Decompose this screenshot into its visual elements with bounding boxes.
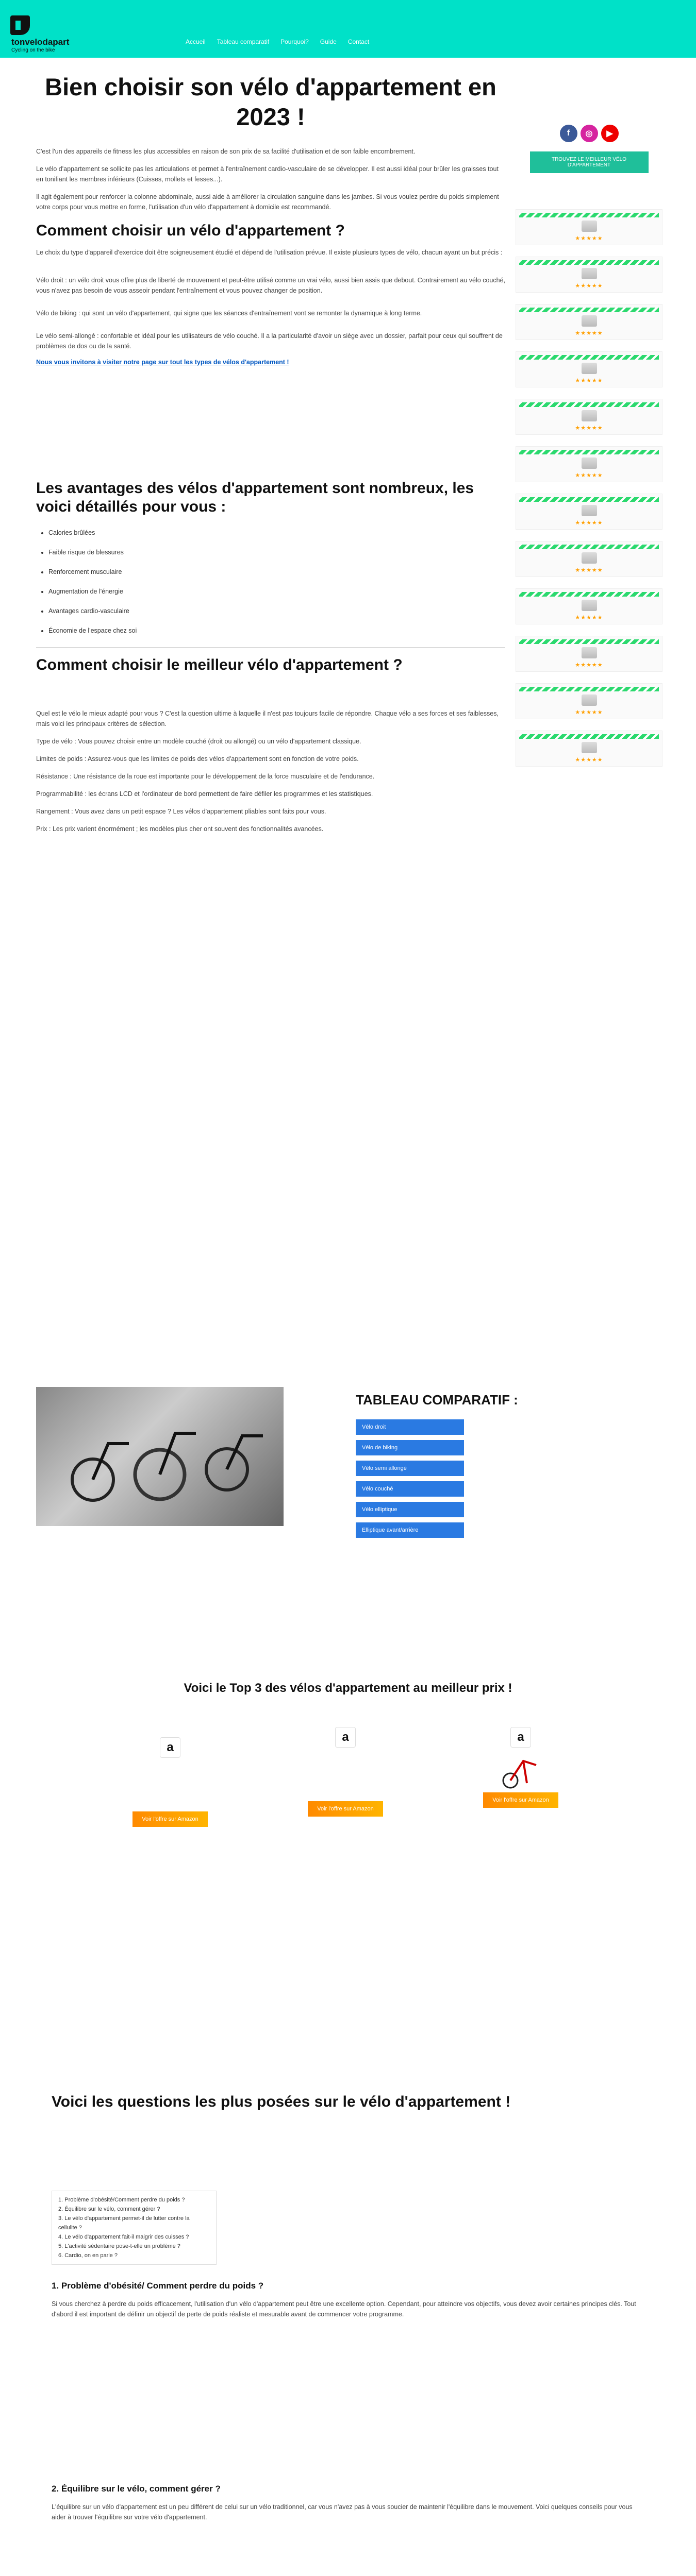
facebook-icon[interactable]: f bbox=[560, 125, 577, 142]
type-paragraph: Vélo droit : un vélo droit vous offre plus de liberté de mouvement et peut-être utilisé comme un vrai vélo, aussi bien assis que debout. Contrairement au vélo couché, vous n'avez pas besoin de vous asseoir pendant l'entraînement et vous pouvez changer de position. bbox=[36, 277, 505, 294]
top3-title: Voici le Top 3 des vélos d'appartement au meilleur prix ! bbox=[184, 1681, 512, 1695]
nav-item-tableau[interactable]: Tableau comparatif bbox=[217, 38, 270, 45]
product-card bbox=[289, 1727, 402, 1817]
toc-item[interactable]: 3. Le vélo d'appartement permet-il de lutter contre la cellulite ? bbox=[58, 2215, 190, 2231]
main-column bbox=[36, 72, 505, 841]
divider bbox=[36, 647, 505, 648]
more-types-link[interactable]: Nous vous invitons à visiter notre page sur tout les types de vélos d'appartement ! bbox=[36, 359, 289, 366]
choose-paragraph: Quel est le vélo le mieux adapté pour vous ? C'est la question ultime à laquelle il n'est pas toujours facile de répondre. Chaque vélo a ses forces et ses faiblesses, mais voici les principaux critères de sélection. bbox=[36, 710, 499, 727]
choose-paragraph: Programmabilité : les écrans LCD et l'ordinateur de bord permettent de faire défiler les programmes et les statistiques. bbox=[36, 790, 373, 798]
tableau-comparatif bbox=[356, 1392, 518, 1543]
product-card bbox=[464, 1727, 577, 1808]
foldable-bike-icon bbox=[495, 1755, 546, 1791]
section-paragraph: Le choix du type d'appareil d'exercice doit être soigneusement étudié et dépend de l'utilisation prévue. Il existe plusieurs types de vélo, chacun ayant un but précis : bbox=[36, 249, 503, 256]
choose-paragraph: Limites de poids : Assurez-vous que les limites de poids des vélos d'appartement sont en fonction de votre poids. bbox=[36, 755, 359, 762]
tableau-button-elliptique-avant-arriere[interactable]: Elliptique avant/arrière bbox=[356, 1522, 464, 1538]
bike-illustration-icon bbox=[36, 1387, 284, 1526]
toc-item[interactable]: 1. Problème d'obésité/Comment perdre du poids ? bbox=[58, 2197, 185, 2203]
amazon-logo-icon[interactable]: a bbox=[160, 1737, 180, 1758]
ad-card[interactable]: ★★★★★ bbox=[516, 588, 662, 624]
social-links bbox=[516, 125, 662, 142]
list-item: • Augmentation de l'énergie bbox=[48, 585, 505, 598]
faq-question: 1. Problème d'obésité/ Comment perdre du poids ? bbox=[52, 2281, 264, 2291]
ad-card[interactable]: ★★★★★ bbox=[516, 541, 662, 577]
table-of-contents bbox=[52, 2191, 217, 2265]
nav-item-accueil[interactable]: Accueil bbox=[186, 38, 206, 45]
amazon-offer-button[interactable]: Voir l'offre sur Amazon bbox=[132, 1811, 208, 1827]
toc-item[interactable]: 2. Équilibre sur le vélo, comment gérer ? bbox=[58, 2206, 160, 2212]
instagram-icon[interactable]: ◎ bbox=[581, 125, 598, 142]
toc-item[interactable]: 6. Cardio, on en parle ? bbox=[58, 2252, 118, 2259]
logo-icon[interactable] bbox=[10, 15, 30, 35]
ad-card[interactable]: ★★★★★ bbox=[516, 399, 662, 435]
amazon-logo-icon[interactable]: a bbox=[335, 1727, 356, 1748]
gym-bikes-image bbox=[36, 1387, 284, 1526]
ad-card[interactable]: ★★★★★ bbox=[516, 683, 662, 719]
choose-paragraph: Prix : Les prix varient énormément ; les modèles plus cher ont souvent des fonctionnalités avancées. bbox=[36, 825, 324, 833]
amazon-offer-button[interactable]: Voir l'offre sur Amazon bbox=[308, 1801, 383, 1817]
tableau-button-velo-biking[interactable]: Vélo de biking bbox=[356, 1440, 464, 1455]
nav-item-contact[interactable]: Contact bbox=[347, 38, 370, 45]
faq-question: 2. Équilibre sur le vélo, comment gérer ? bbox=[52, 2484, 221, 2494]
faq-answer: L'équilibre sur un vélo d'appartement est un peu différent de celui sur un vélo traditionnel, car vous n'avez pas à vous soucier de maintenir l'équilibre dans le mouvement. Voici quelques conseils pour vous aider à trouver l'équilibre sur votre vélo d'appartement. bbox=[52, 2503, 633, 2521]
ad-card[interactable]: ★★★★★ bbox=[516, 446, 662, 482]
faq-section bbox=[52, 2093, 516, 2111]
sidebar-ads bbox=[516, 209, 662, 767]
choose-paragraph: Rangement : Vous avez dans un petit espace ? Les vélos d'appartement pliables sont faits pour vous. bbox=[36, 808, 326, 815]
product-card bbox=[113, 1737, 227, 1827]
choose-heading: Comment choisir le meilleur vélo d'appartement ? bbox=[36, 656, 403, 673]
faq-title: Voici les questions les plus posées sur le vélo d'appartement ! bbox=[52, 2093, 511, 2110]
nav-item-pourquoi[interactable]: Pourquoi? bbox=[280, 38, 309, 45]
ad-card[interactable]: ★★★★★ bbox=[516, 257, 662, 293]
list-item: • Économie de l'espace chez soi bbox=[48, 624, 505, 637]
tableau-button-semi-allonge[interactable]: Vélo semi allongé bbox=[356, 1461, 464, 1476]
advantages-list bbox=[36, 527, 505, 637]
amazon-offer-button[interactable]: Voir l'offre sur Amazon bbox=[483, 1792, 558, 1808]
type-paragraph: Vélo de biking : qui sont un vélo d'appartement, qui signe que les séances d'entraînement vont se remonter la dynamique à long terme. bbox=[36, 310, 422, 317]
ad-card[interactable]: ★★★★★ bbox=[516, 351, 662, 387]
faq-answer: Si vous cherchez à perdre du poids efficacement, l'utilisation d'un vélo d'appartement peut être une excellente option. Cependant, pour atteindre vos objectifs, vous devez avoir certaines principes clés. Tout d'abord il est important de définir un objectif de perte de poids réaliste et mesurable avant de commencer votre programme. bbox=[52, 2300, 636, 2318]
page-title: Bien choisir son vélo d'appartement en 2023 ! bbox=[45, 73, 496, 130]
sidebar-cta-button[interactable]: TROUVEZ LE MEILLEUR VÉLO D'APPARTEMENT bbox=[530, 151, 649, 173]
tableau-button-couche[interactable]: Vélo couché bbox=[356, 1481, 464, 1497]
intro-paragraph: Le vélo d'appartement se sollicite pas les articulations et permet à l'entraînement cardio-vasculaire de se développer. Il est aussi idéal pour brûler les graisses tout en tonifiant les membres inférieurs (Cuisses, mollets et fesses...). bbox=[36, 165, 499, 183]
list-item: • Avantages cardio-vasculaire bbox=[48, 605, 505, 617]
list-item: • Calories brûlées bbox=[48, 527, 505, 539]
choose-paragraph: Type de vélo : Vous pouvez choisir entre un modèle couché (droit ou allongé) ou un vélo d'appartement classique. bbox=[36, 738, 361, 745]
site-header bbox=[0, 0, 696, 58]
nav-item-guide[interactable]: Guide bbox=[320, 38, 337, 45]
sidebar bbox=[516, 120, 662, 778]
tableau-button-velo-droit[interactable]: Vélo droit bbox=[356, 1419, 464, 1435]
toc-item[interactable]: 5. L'activité sédentaire pose-t-elle un problème ? bbox=[58, 2243, 180, 2249]
top3-section bbox=[36, 1681, 660, 1696]
ad-card[interactable]: ★★★★★ bbox=[516, 304, 662, 340]
tableau-title: TABLEAU COMPARATIF : bbox=[356, 1392, 518, 1408]
youtube-icon[interactable]: ▶ bbox=[601, 125, 619, 142]
list-item: • Faible risque de blessures bbox=[48, 546, 505, 558]
ad-card[interactable]: ★★★★★ bbox=[516, 731, 662, 767]
tableau-button-elliptique[interactable]: Vélo elliptique bbox=[356, 1502, 464, 1517]
ad-card[interactable]: ★★★★★ bbox=[516, 636, 662, 672]
amazon-logo-icon[interactable]: a bbox=[510, 1727, 531, 1748]
logo-subtitle: Cycling on the bike bbox=[11, 47, 55, 53]
toc-item[interactable]: 4. Le vélo d'appartement fait-il maigrir des cuisses ? bbox=[58, 2234, 189, 2240]
choose-paragraph: Résistance : Une résistance de la roue est importante pour le développement de la force musculaire et de l'endurance. bbox=[36, 773, 375, 780]
main-nav bbox=[186, 38, 369, 45]
ad-card[interactable]: ★★★★★ bbox=[516, 209, 662, 245]
type-paragraph: Le vélo semi-allongé : confortable et idéal pour les utilisateurs de vélo couché. Il a la particularité d'avoir un siège avec un dossier, parfait pour ceux qui souffrent de problèmes de dos ou de la santé. bbox=[36, 332, 503, 350]
section-heading: Comment choisir un vélo d'appartement ? bbox=[36, 222, 345, 239]
intro-paragraph: C'est l'un des appareils de fitness les plus accessibles en raison de son prix de sa facilité d'utilisation et de son faible encombrement. bbox=[36, 148, 416, 155]
intro-paragraph: Il agit également pour renforcer la colonne abdominale, aussi aide à améliorer la circulation sanguine dans les jambes. Si vous voulez perdre du poids simplement votre corps pour vous mettre en forme, l'utilisation d'un vélo d'appartement à domicile est recommandé. bbox=[36, 193, 499, 211]
faq-list bbox=[52, 2278, 644, 2576]
ad-card[interactable]: ★★★★★ bbox=[516, 494, 662, 530]
logo-text[interactable]: tonvelodapart bbox=[11, 37, 70, 47]
list-item: • Renforcement musculaire bbox=[48, 566, 505, 578]
advantages-heading: Les avantages des vélos d'appartement sont nombreux, les voici détaillés pour vous : bbox=[36, 480, 474, 515]
